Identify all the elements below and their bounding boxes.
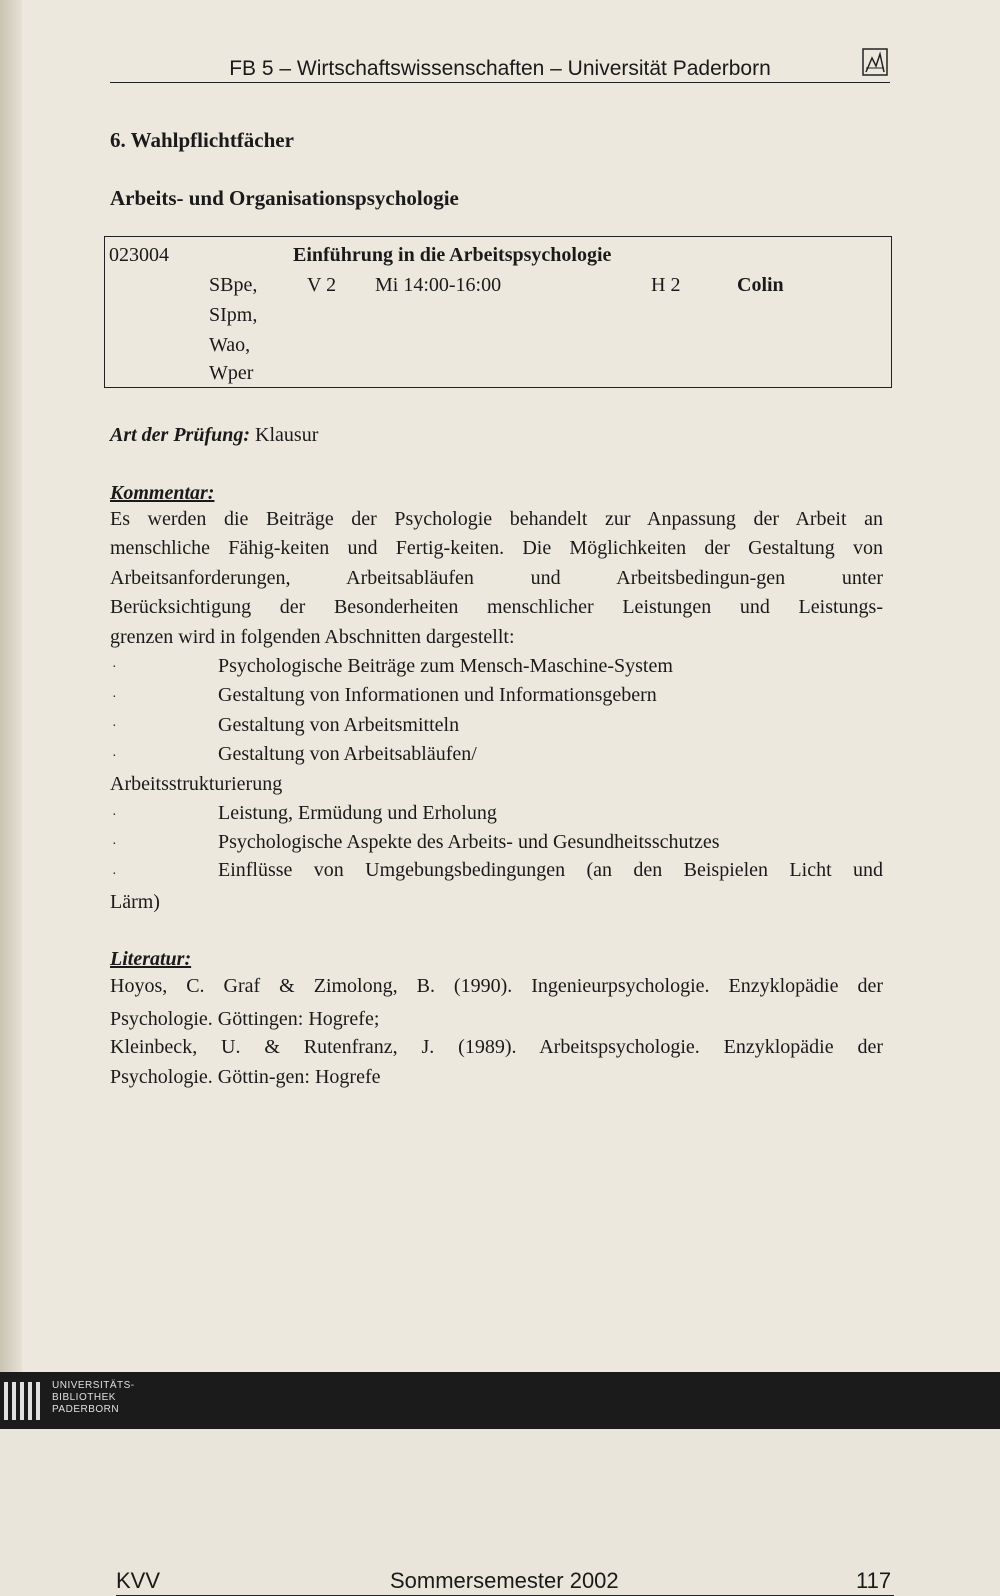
commentary-line-5: grenzen wird in folgenden Abschnitten dargestellt: — [110, 626, 515, 648]
library-stamp-line-1: UNIVERSITÄTS- — [52, 1380, 135, 1391]
exam-label: Art der Prüfung: — [110, 424, 251, 446]
literature-line-1: Hoyos, C. Graf & Zimolong, B. (1990). Ingenieurpsychologie. Enzyklopädie der — [110, 975, 883, 997]
bullet-item: Psychologische Beiträge zum Mensch-Maschine-System — [218, 655, 673, 677]
course-audience-2: SIpm, — [209, 304, 258, 326]
library-stamp-line-3: PADERBORN — [52, 1404, 120, 1415]
literature-line-2: Psychologie. Göttingen: Hogrefe; — [110, 1008, 380, 1030]
literature-label: Literatur: — [110, 948, 192, 970]
course-audience-1: SBpe, — [209, 274, 258, 296]
library-stamp-line-2: BIBLIOTHEK — [52, 1392, 116, 1403]
commentary-line-1: Es werden die Beiträge der Psychologie behandelt zur Anpassung der Arbeit an — [110, 508, 883, 530]
bullet-item: Gestaltung von Arbeitsmitteln — [218, 714, 460, 736]
bullet-wrap-line: Arbeitsstrukturierung — [110, 773, 283, 795]
exam-value: Klausur — [255, 424, 319, 446]
page-edge-shadow — [0, 0, 22, 1372]
bullet-item: Einflüsse von Umgebungsbedingungen (an den Beispielen Licht und — [218, 859, 883, 881]
running-header-title: FB 5 – Wirtschaftswissenschaften – Universität Paderborn — [229, 57, 771, 80]
bullet-item: Psychologische Aspekte des Arbeits- und Gesundheitsschutzes — [218, 831, 720, 853]
exam-line — [110, 421, 318, 451]
course-audience-4: Wper — [209, 362, 254, 384]
literature-line-4: Psychologie. Göttin-gen: Hogrefe — [110, 1066, 381, 1088]
bullet-dot: · — [112, 660, 117, 675]
bullet-item: Gestaltung von Arbeitsabläufen/ — [218, 743, 477, 765]
commentary-line-2: menschliche Fähig-keiten und Fertig-keiten. Die Möglichkeiten der Gestaltung von — [110, 537, 883, 559]
bullet-item: Leistung, Ermüdung und Erholung — [218, 802, 497, 824]
footer-center: Sommersemester 2002 — [390, 1568, 619, 1593]
course-title: Einführung in die Arbeitspsychologie — [293, 244, 612, 266]
course-time: Mi 14:00-16:00 — [375, 274, 502, 296]
bullet-item: Gestaltung von Informationen und Informationsgebern — [218, 684, 657, 706]
library-stamp-bar — [0, 1372, 1000, 1429]
bullet-wrap-line: Lärm) — [110, 891, 160, 913]
commentary-line-4: Berücksichtigung der Besonderheiten menschlicher Leistungen und Leistungs- — [110, 596, 883, 618]
course-lecturer: Colin — [737, 274, 784, 296]
commentary-label: Kommentar: — [110, 482, 215, 504]
course-room: H 2 — [651, 274, 681, 296]
running-header — [110, 56, 890, 83]
footer-page-number: 117 — [856, 1568, 892, 1593]
course-type: V 2 — [307, 274, 337, 296]
bullet-dot: · — [112, 749, 117, 764]
literature-line-3: Kleinbeck, U. & Rutenfranz, J. (1989). Arbeitspsychologie. Enzyklopädie der — [110, 1036, 883, 1058]
course-number: 023004 — [109, 244, 169, 266]
course-audience-3: Wao, — [209, 334, 251, 356]
bullet-dot: · — [112, 690, 117, 705]
bullet-dot: · — [112, 808, 117, 823]
section-title: 6. Wahlpflichtfächer — [110, 128, 294, 152]
commentary-line-3: Arbeitsanforderungen, Arbeitsabläufen und Arbeitsbedingun-gen unter — [110, 567, 883, 589]
bullet-dot: · — [112, 837, 117, 852]
course-info-box — [104, 236, 892, 388]
university-logo-icon — [862, 48, 888, 76]
library-logo-icon — [2, 1380, 44, 1424]
bullet-dot: · — [112, 719, 117, 734]
subsection-title: Arbeits- und Organisationspsychologie — [110, 186, 459, 210]
footer-left: KVV — [116, 1568, 161, 1593]
bullet-dot: · — [112, 867, 117, 882]
